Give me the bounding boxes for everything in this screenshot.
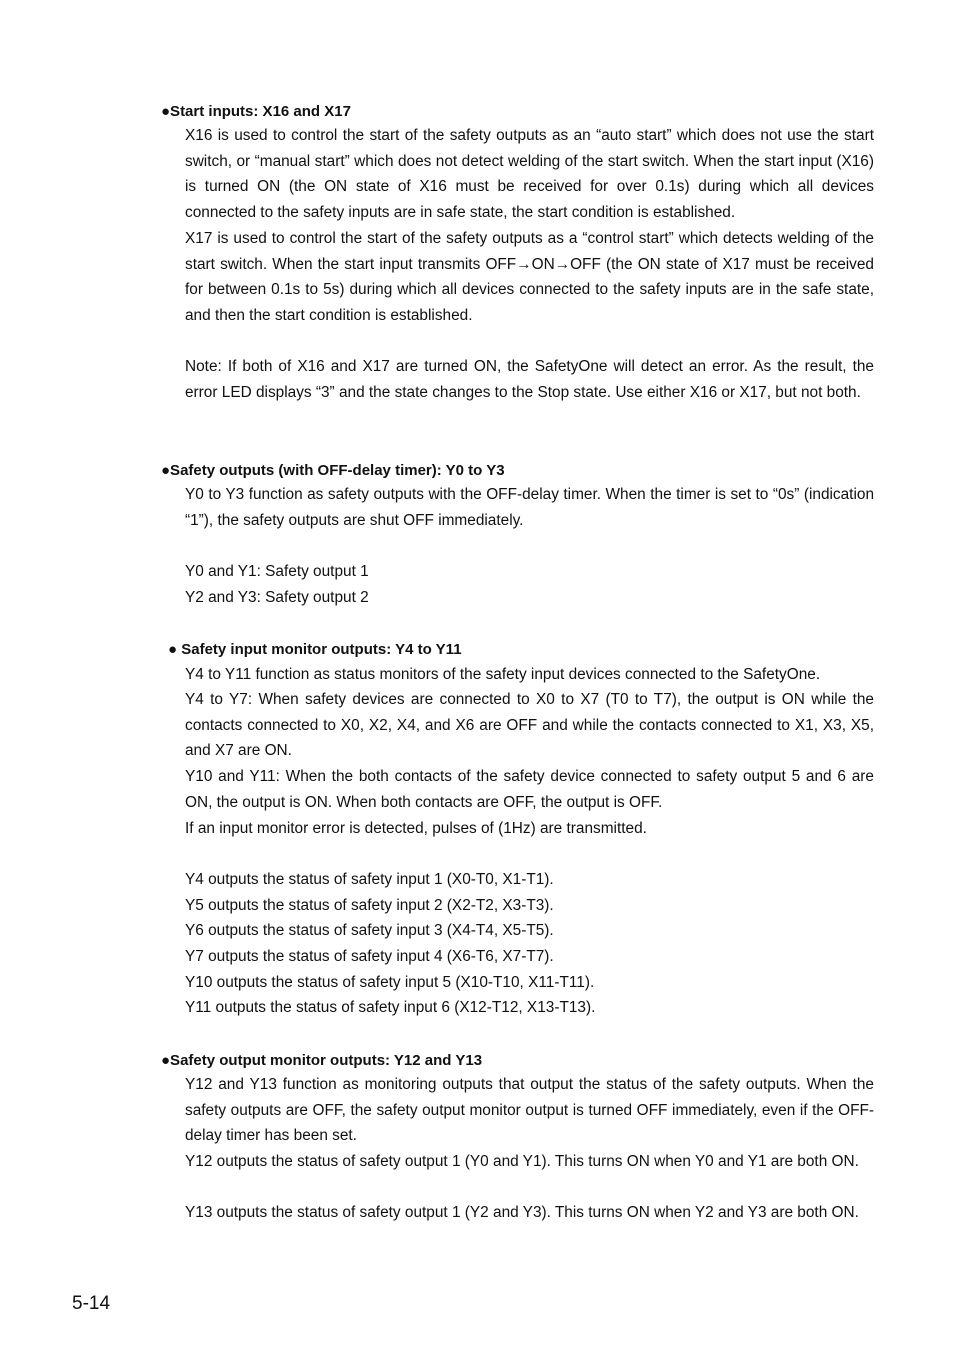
- note-paragraph: Note: If both of X16 and X17 are turned ON, the SafetyOne will detect an error. As the result, the error LED displays “3” and the state changes to the Stop state. Use either X16 or X17, but not both.: [185, 358, 874, 401]
- safety-output-line-2: Y2 and Y3: Safety output 2: [185, 589, 369, 606]
- page-number: 5-14: [72, 1293, 111, 1314]
- section-heading-output-monitor: ●Safety output monitor outputs: Y12 and Y13: [161, 1052, 483, 1069]
- section-heading-input-monitor: ● Safety input monitor outputs: Y4 to Y11: [168, 641, 462, 658]
- input-monitor-line-5: Y10 outputs the status of safety input 5 (X10-T10, X11-T11).: [185, 974, 595, 991]
- input-monitor-line-3: Y6 outputs the status of safety input 3 (X4-T4, X5-T5).: [185, 922, 554, 939]
- paragraph-x17: X17 is used to control the start of the safety outputs as a “control start” which detects welding of the start switch. When the start input transmits OFF→ON→OFF (the ON state of X17 must be received for between 0.1s to 5s) during which all devices connected to the safety inputs are in the safe state, and then the start condition is established.: [185, 230, 874, 325]
- input-monitor-line-2: Y5 outputs the status of safety input 2 (X2-T2, X3-T3).: [185, 897, 554, 914]
- paragraph-input-monitor-4: If an input monitor error is detected, pulses of (1Hz) are transmitted.: [185, 820, 647, 837]
- section-heading-start-inputs: ●Start inputs: X16 and X17: [161, 103, 351, 120]
- input-monitor-line-1: Y4 outputs the status of safety input 1 (X0-T0, X1-T1).: [185, 871, 554, 888]
- paragraph-input-monitor-1: Y4 to Y11 function as status monitors of the safety input devices connected to the SafetyOne.: [185, 666, 821, 683]
- input-monitor-line-6: Y11 outputs the status of safety input 6 (X12-T12, X13-T13).: [185, 999, 596, 1016]
- input-monitor-line-4: Y7 outputs the status of safety input 4 (X6-T6, X7-T7).: [185, 948, 554, 965]
- section-heading-safety-outputs: ●Safety outputs (with OFF-delay timer): Y0 to Y3: [161, 462, 505, 479]
- paragraph-output-monitor-1: Y12 and Y13 function as monitoring outputs that output the status of the safety outputs. When the safety outputs are OFF, the safety output monitor output is turned OFF immediately, even if the OFF-delay timer has been set.: [185, 1076, 874, 1145]
- paragraph-output-monitor-3: Y13 outputs the status of safety output 1 (Y2 and Y3). This turns ON when Y2 and Y3 are both ON.: [185, 1204, 859, 1221]
- paragraph-safety-outputs: Y0 to Y3 function as safety outputs with the OFF-delay timer. When the timer is set to “0s” (indication “1”), the safety outputs are shut OFF immediately.: [185, 486, 874, 529]
- safety-output-line-1: Y0 and Y1: Safety output 1: [185, 563, 369, 580]
- paragraph-x16: X16 is used to control the start of the safety outputs as an “auto start” which does not use the start switch, or “manual start” which does not detect welding of the start switch. When the start input (X16) is turned ON (the ON state of X16 must be received for over 0.1s) during which all devices connected to the safety inputs are in safe state, the start condition is established.: [185, 127, 874, 222]
- paragraph-input-monitor-3: Y10 and Y11: When the both contacts of the safety device connected to safety output 5 and 6 are ON, the output is ON. When both contacts are OFF, the output is OFF.: [185, 768, 874, 811]
- paragraph-output-monitor-2: Y12 outputs the status of safety output 1 (Y0 and Y1). This turns ON when Y0 and Y1 are both ON.: [185, 1153, 859, 1170]
- paragraph-input-monitor-2: Y4 to Y7: When safety devices are connected to X0 to X7 (T0 to T7), the output is ON while the contacts connected to X0, X2, X4, and X6 are OFF and while the contacts connected to X1, X3, X5, and X7 are ON.: [185, 691, 874, 760]
